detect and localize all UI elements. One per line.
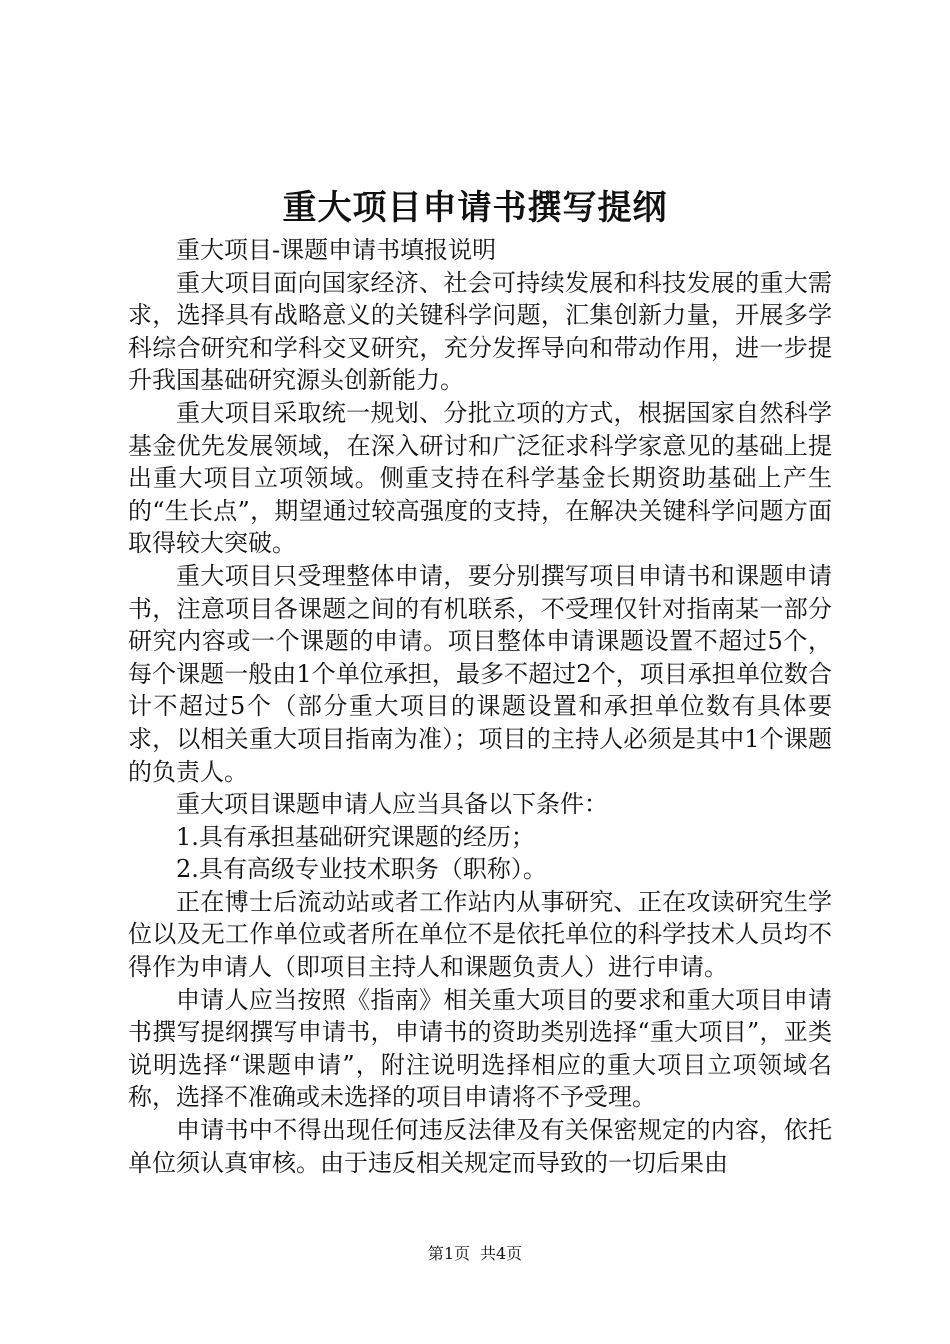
document-body: [128, 234, 832, 1179]
subtitle: 重大项目-课题申请书填报说明: [176, 236, 497, 264]
paragraph-3: 重大项目只受理整体申请，要分别撰写项目申请书和课题申请书，注意项目各课题之间的有机联系，不受理仅针对指南某一部分研究内容或一个课题的申请。项目整体申请课题设置不超过5个，每个课题一般由1个单位承担，最多不超过2个，项目承担单位数合计不超过5个（部分重大项目的课题设置和承担单位数有具体要求，以相关重大项目指南为准）；项目的主持人必须是其中1个课题的负责人。: [128, 561, 832, 786]
paragraph-2: 重大项目采取统一规划、分批立项的方式，根据国家自然科学基金优先发展领域，在深入研讨和广泛征求科学家意见的基础上提出重大项目立项领域。侧重支持在科学基金长期资助基础上产生的“生长点”，期望通过较高强度的支持，在解决关键科学问题方面取得较大突破。: [128, 398, 832, 558]
page-number: 第1页: [427, 1244, 470, 1263]
paragraph-6: 申请人应当按照《指南》相关重大项目的要求和重大项目申请书撰写提纲撰写申请书，申请书的资助类别选择“重大项目”，亚类说明选择“课题申请”，附注说明选择相应的重大项目立项领域名称，选择不准确或未选择的项目申请将不予受理。: [128, 985, 832, 1112]
paragraph-5: 正在博士后流动站或者工作站内从事研究、正在攻读研究生学位以及无工作单位或者所在单位不是依托单位的科学技术人员均不得作为申请人（即项目主持人和课题负责人）进行申请。: [128, 887, 832, 982]
page-footer: [0, 1243, 950, 1265]
list-item-1: 1.具有承担基础研究课题的经历；: [176, 822, 535, 851]
paragraph-1: 重大项目面向国家经济、社会可持续发展和科技发展的重大需求，选择具有战略意义的关键科学问题，汇集创新力量，开展多学科综合研究和学科交叉研究，充分发挥导向和带动作用，进一步提升我国基础研究源头创新能力。: [128, 268, 832, 395]
page-total: 共4页: [480, 1244, 523, 1263]
paragraph-4: 重大项目课题申请人应当具备以下条件：: [176, 790, 608, 819]
document-title: 重大项目申请书撰写提纲: [282, 188, 668, 228]
paragraph-7: 申请书中不得出现任何违反法律及有关保密规定的内容，依托单位须认真审核。由于违反相关规定而导致的一切后果由: [128, 1116, 832, 1177]
list-item-2: 2.具有高级专业技术职务（职称）。: [176, 855, 547, 884]
